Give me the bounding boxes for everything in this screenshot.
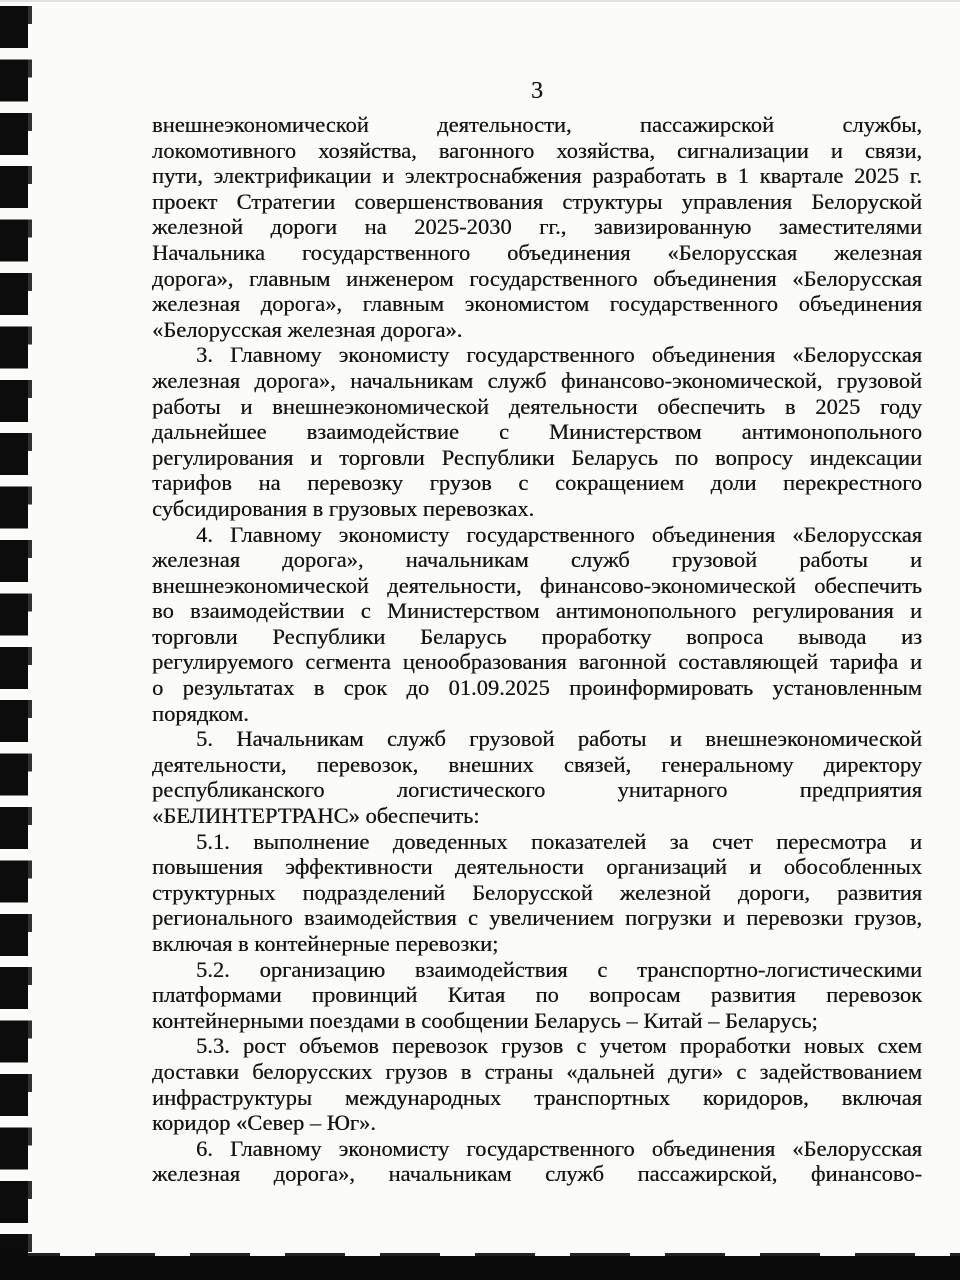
paragraph-3-line-3: работы и внешнеэкономической деятельности обеспечить в 2025 году xyxy=(152,393,922,419)
paragraph-5-line-2: деятельности, перевозок, внешних связей, генеральному директору xyxy=(152,751,922,777)
paragraph-5-3-line-1: 5.3. рост объемов перевозок грузов с учетом проработки новых схем xyxy=(196,1033,922,1059)
paragraph-6-line-2: железная дорога», начальникам служб пассажирской, финансово- xyxy=(152,1161,922,1187)
paragraph-5-2-line-2: платформами провинций Китая по вопросам развития перевозок xyxy=(152,982,922,1008)
paragraph-5-1-line-2: повышения эффективности деятельности организаций и обособленных xyxy=(152,854,922,880)
paragraph-continuation xyxy=(152,112,922,342)
paragraph-3-line-2: железная дорога», начальникам служб финансово-экономической, грузовой xyxy=(152,367,922,393)
paragraph-4-line-5: торговли Республики Беларусь проработку вопроса вывода из xyxy=(152,623,922,649)
paragraph-continuation-line-6: Начальника государственного объединения «Белорусская железная xyxy=(152,239,922,265)
paragraph-5-line-4: «БЕЛИНТЕРТРАНС» обеспечить: xyxy=(152,803,480,829)
paragraph-3-line-7: субсидирования в грузовых перевозках. xyxy=(152,495,535,521)
paragraph-4 xyxy=(152,522,922,727)
paragraph-5-1-line-1: 5.1. выполнение доведенных показателей за счет пересмотра и xyxy=(196,828,922,854)
paragraph-5-3 xyxy=(152,1033,922,1135)
paragraph-5-line-1: 5. Начальникам служб грузовой работы и внешнеэкономической xyxy=(196,726,922,752)
paragraph-5 xyxy=(152,726,922,828)
paragraph-continuation-line-3: пути, электрификации и электроснабжения разработать в 1 квартале 2025 г. xyxy=(152,163,922,189)
paragraph-4-line-6: регулируемого сегмента ценообразования вагонной составляющей тарифа и xyxy=(152,649,922,675)
paragraph-3-line-4: дальнейшее взаимодействие с Министерством антимонопольного xyxy=(152,419,922,445)
paragraph-5-3-line-3: инфраструктуры международных транспортных коридоров, включая xyxy=(152,1084,922,1110)
page-number: 3 xyxy=(531,78,543,104)
paragraph-3-line-6: тарифов на перевозку грузов с сокращением доли перекрестного xyxy=(152,470,922,496)
paragraph-4-line-1: 4. Главному экономисту государственного объединения «Белорусская xyxy=(196,521,922,547)
paragraph-4-line-7: о результатах в срок до 01.09.2025 проинформировать установленным xyxy=(152,675,922,701)
scan-left-edge-marks xyxy=(0,6,28,1280)
scan-bottom-bar xyxy=(0,1256,960,1280)
paragraph-6 xyxy=(152,1136,922,1187)
paragraph-continuation-line-2: локомотивного хозяйства, вагонного хозяйства, сигнализации и связи, xyxy=(152,137,922,163)
paragraph-5-2-line-1: 5.2. организацию взаимодействия с транспортно-логистическими xyxy=(196,956,922,982)
paragraph-4-line-4: во взаимодействии с Министерством антимонопольного регулирования и xyxy=(152,598,922,624)
paragraph-4-line-3: внешнеэкономической деятельности, финансово-экономической обеспечить xyxy=(152,572,922,598)
document-content xyxy=(152,78,922,1187)
paragraph-continuation-line-9: «Белорусская железная дорога». xyxy=(152,316,463,342)
paragraph-continuation-line-8: железная дорога», главным экономистом государственного объединения xyxy=(152,291,922,317)
paragraph-5-line-3: республиканского логистического унитарного предприятия xyxy=(152,777,922,803)
paragraph-continuation-line-5: железной дороги на 2025-2030 гг., завизированную заместителями xyxy=(152,214,922,240)
paragraph-continuation-line-7: дорога», главным инженером государственного объединения «Белорусская xyxy=(152,265,922,291)
paragraph-4-line-2: железная дорога», начальникам служб грузовой работы и xyxy=(152,547,922,573)
paragraph-5-1-line-5: включая в контейнерные перевозки; xyxy=(152,931,499,956)
paragraph-5-3-line-2: доставки белорусских грузов в страны «дальней дуги» с задействованием xyxy=(152,1058,922,1084)
paragraph-3-line-5: регулирования и торговли Республики Беларусь по вопросу индексации xyxy=(152,444,922,470)
scan-top-edge-line xyxy=(0,0,960,2)
paragraph-5-2 xyxy=(152,957,922,1034)
paragraph-5-1-line-3: структурных подразделений Белорусской железной дороги, развития xyxy=(152,879,922,905)
paragraph-3 xyxy=(152,342,922,521)
paragraph-5-3-line-4: коридор «Север – Юг». xyxy=(152,1110,376,1136)
paragraph-6-line-1: 6. Главному экономисту государственного объединения «Белорусская xyxy=(196,1135,922,1161)
paragraph-5-2-line-3: контейнерными поездами в сообщении Беларусь – Китай – Беларусь; xyxy=(152,1007,818,1033)
paragraph-4-line-8: порядком. xyxy=(152,700,249,726)
paragraph-5-1-line-4: регионального взаимодействия с увеличением погрузки и перевозки грузов, xyxy=(152,905,922,931)
paragraphs-container xyxy=(152,112,922,1187)
paragraph-continuation-line-1: внешнеэкономической деятельности, пассажирской службы, xyxy=(152,112,922,137)
paragraph-continuation-line-4: проект Стратегии совершенствования структуры управления Белоруской xyxy=(152,188,922,214)
paragraph-5-1 xyxy=(152,829,922,957)
paragraph-3-line-1: 3. Главному экономисту государственного объединения «Белорусская xyxy=(196,342,922,368)
